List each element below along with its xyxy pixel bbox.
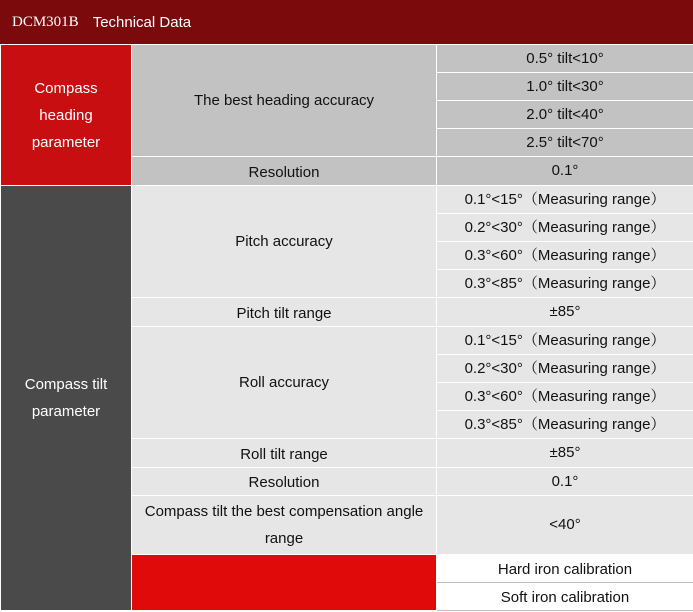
compensation-angle-label: Compass tilt the best compensation angle range — [132, 496, 437, 555]
pitch-range-label: Pitch tilt range — [132, 298, 437, 327]
roll-range-label: Roll tilt range — [132, 439, 437, 468]
header-title: Technical Data — [92, 13, 192, 31]
section-label: Compass heading parameter — [31, 79, 101, 151]
pitch-accuracy-value: 0.3°<60°（Measuring range） — [437, 242, 693, 270]
heading-accuracy-value: 2.5° tilt<70° — [437, 129, 693, 157]
roll-range-value: ±85° — [437, 439, 693, 468]
heading-accuracy-label: The best heading accuracy — [132, 45, 437, 157]
roll-accuracy-label: Roll accuracy — [132, 327, 437, 439]
soft-iron-label: Soft iron calibration — [437, 583, 693, 611]
pitch-accuracy-value: 0.2°<30°（Measuring range） — [437, 214, 693, 242]
tilt-resolution-value: 0.1° — [437, 468, 693, 496]
roll-accuracy-value: 0.2°<30°（Measuring range） — [437, 355, 693, 383]
tilt-resolution-label: Resolution — [132, 468, 437, 496]
pitch-accuracy-value: 0.1°<15°（Measuring range） — [437, 186, 693, 214]
section-label: Compass tilt parameter — [24, 376, 108, 420]
pitch-range-value: ±85° — [437, 298, 693, 327]
heading-accuracy-value: 0.5° tilt<10° — [437, 45, 693, 73]
heading-accuracy-value: 2.0° tilt<40° — [437, 101, 693, 129]
hard-iron-label: Hard iron calibration — [437, 555, 693, 583]
heading-resolution-label: Resolution — [132, 157, 437, 186]
section-calibration — [132, 555, 437, 611]
pitch-accuracy-value: 0.3°<85°（Measuring range） — [437, 270, 693, 298]
heading-accuracy-value: 1.0° tilt<30° — [437, 73, 693, 101]
roll-accuracy-value: 0.3°<60°（Measuring range） — [437, 383, 693, 411]
compensation-angle-value: <40° — [437, 496, 693, 555]
roll-accuracy-value: 0.1°<15°（Measuring range） — [437, 327, 693, 355]
technical-data-table — [0, 44, 693, 611]
heading-resolution-value: 0.1° — [437, 157, 693, 186]
model-name: DCM301B — [12, 13, 79, 30]
table-header — [0, 0, 693, 44]
pitch-accuracy-label: Pitch accuracy — [132, 186, 437, 298]
roll-accuracy-value: 0.3°<85°（Measuring range） — [437, 411, 693, 439]
section-compass-heading — [1, 45, 132, 186]
section-compass-tilt — [1, 186, 132, 611]
